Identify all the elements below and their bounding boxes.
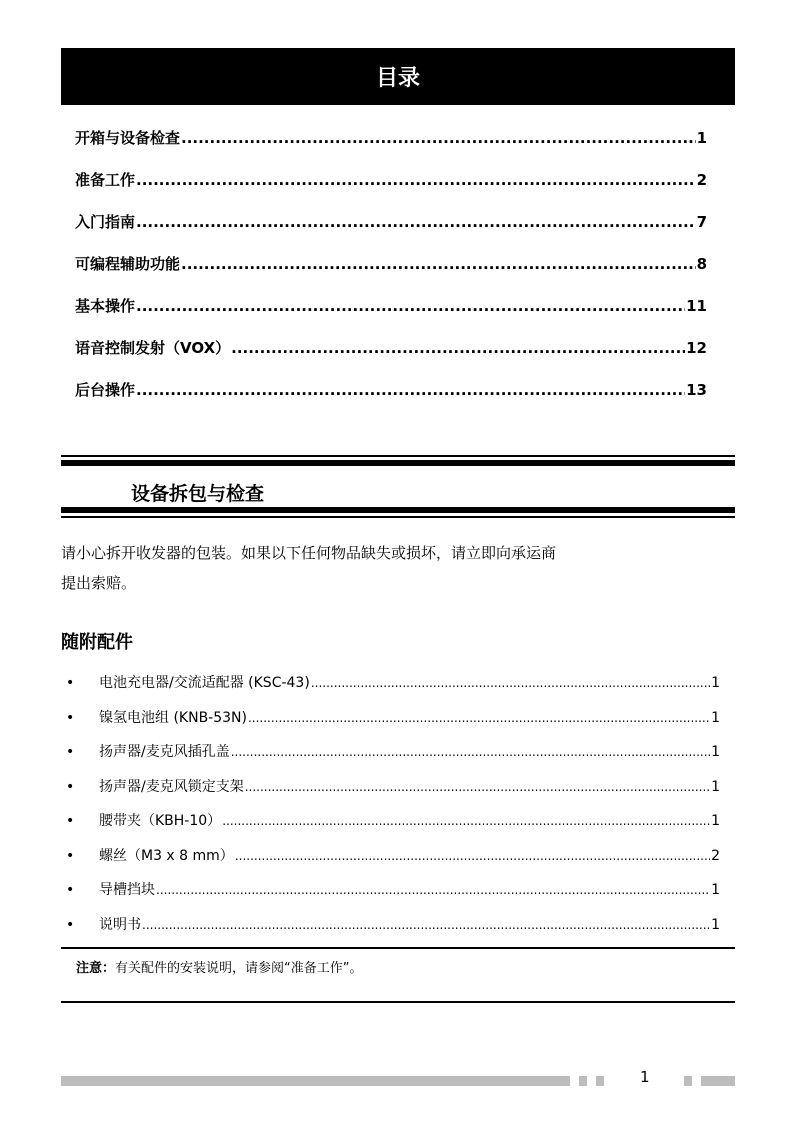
toc-entry-page: 2	[696, 171, 707, 189]
section-title: 设备拆包与检查	[131, 483, 265, 505]
leader-dots	[245, 774, 710, 800]
leader-dots	[231, 739, 710, 765]
toc-leader-dots	[181, 126, 696, 150]
accessory-label: 导槽挡块	[99, 882, 155, 898]
page-number: 1	[640, 1068, 650, 1086]
section-rule-bottom-thin	[61, 516, 735, 518]
toc-entry-page: 8	[696, 255, 707, 273]
list-item	[66, 877, 720, 912]
footer-bar-left	[61, 1076, 570, 1086]
toc-entry-page: 7	[696, 213, 707, 231]
leader-dots	[248, 705, 710, 731]
accessory-qty: 1	[711, 675, 720, 691]
toc-leader-dots	[136, 294, 685, 318]
bullet-icon: •	[66, 916, 75, 933]
accessory-label: 电池充电器/交流适配器 (KSC-43)	[99, 675, 310, 691]
leader-dots	[156, 877, 710, 903]
section-rule-top-thick	[61, 460, 735, 466]
toc-entry-page: 12	[686, 339, 707, 357]
toc-entry[interactable]	[75, 252, 707, 294]
accessory-label: 腰带夹（KBH-10）	[99, 813, 222, 829]
list-item	[66, 808, 720, 843]
leader-dots	[142, 912, 710, 938]
note	[76, 958, 363, 980]
accessory-qty: 1	[711, 709, 720, 726]
footer-block	[579, 1076, 587, 1086]
bullet-icon: •	[66, 882, 75, 898]
toc-entry-page: 1	[696, 129, 707, 147]
toc-title: 目录	[375, 66, 420, 91]
toc-entry[interactable]	[75, 378, 707, 420]
table-of-contents	[75, 126, 707, 420]
toc-entry-page: 13	[686, 381, 707, 399]
footer-bar-right	[701, 1076, 735, 1086]
accessories-title: 随附配件	[61, 632, 133, 653]
toc-entry-label: 后台操作	[75, 381, 136, 399]
accessory-qty: 1	[711, 778, 720, 795]
note-label: 注意：	[76, 961, 116, 976]
bullet-icon: •	[66, 709, 75, 726]
accessory-qty: 1	[711, 744, 720, 760]
accessories-list	[66, 670, 720, 946]
section-rule-bottom-thick	[61, 507, 735, 513]
accessory-label: 扬声器/麦克风锁定支架	[99, 778, 244, 795]
list-item	[66, 739, 720, 774]
accessory-qty: 1	[711, 813, 720, 829]
accessory-label: 扬声器/麦克风插孔盖	[99, 744, 230, 760]
toc-entry-label: 开箱与设备检查	[75, 129, 181, 147]
list-item	[66, 705, 720, 740]
list-item	[66, 843, 720, 878]
toc-entry-page: 11	[686, 297, 707, 315]
note-text: 有关配件的安装说明，请参阅“准备工作”。	[115, 961, 363, 976]
accessory-qty: 1	[711, 882, 720, 898]
list-item	[66, 912, 720, 947]
toc-header	[61, 48, 735, 105]
toc-leader-dots	[231, 336, 685, 360]
intro-line: 请小心拆开收发器的包装。如果以下任何物品缺失或损坏，请立即向承运商	[61, 544, 557, 562]
toc-leader-dots	[136, 168, 696, 192]
toc-entry-label: 语音控制发射（VOX）	[75, 339, 231, 357]
accessory-label: 说明书	[99, 916, 141, 933]
toc-entry-label: 准备工作	[75, 171, 136, 189]
section-rule-top-thin	[61, 455, 735, 457]
toc-entry[interactable]	[75, 294, 707, 336]
note-rule-top	[61, 947, 735, 949]
bullet-icon: •	[66, 847, 75, 864]
toc-entry[interactable]	[75, 126, 707, 168]
toc-leader-dots	[181, 252, 696, 276]
toc-leader-dots	[136, 210, 696, 234]
leader-dots	[235, 843, 710, 869]
toc-entry[interactable]	[75, 168, 707, 210]
toc-entry[interactable]	[75, 210, 707, 252]
toc-entry-label: 基本操作	[75, 297, 136, 315]
accessory-label: 螺丝（M3 x 8 mm）	[99, 847, 234, 864]
toc-entry-label: 可编程辅助功能	[75, 255, 181, 273]
toc-entry[interactable]	[75, 336, 707, 378]
leader-dots	[222, 808, 710, 834]
intro-line: 提出索赔。	[61, 574, 137, 592]
toc-entry-label: 入门指南	[75, 213, 136, 231]
bullet-icon: •	[66, 675, 75, 691]
accessory-qty: 1	[711, 916, 720, 933]
note-rule-bottom	[61, 1001, 735, 1003]
leader-dots	[311, 670, 710, 696]
footer-block	[596, 1076, 604, 1086]
toc-leader-dots	[136, 378, 685, 402]
accessory-label: 镍氢电池组 (KNB-53N)	[99, 709, 247, 726]
footer-block	[684, 1076, 692, 1086]
bullet-icon: •	[66, 744, 75, 760]
section-intro	[61, 538, 735, 598]
list-item	[66, 670, 720, 705]
bullet-icon: •	[66, 813, 75, 829]
list-item	[66, 774, 720, 809]
bullet-icon: •	[66, 778, 75, 795]
accessory-qty: 2	[711, 847, 720, 864]
